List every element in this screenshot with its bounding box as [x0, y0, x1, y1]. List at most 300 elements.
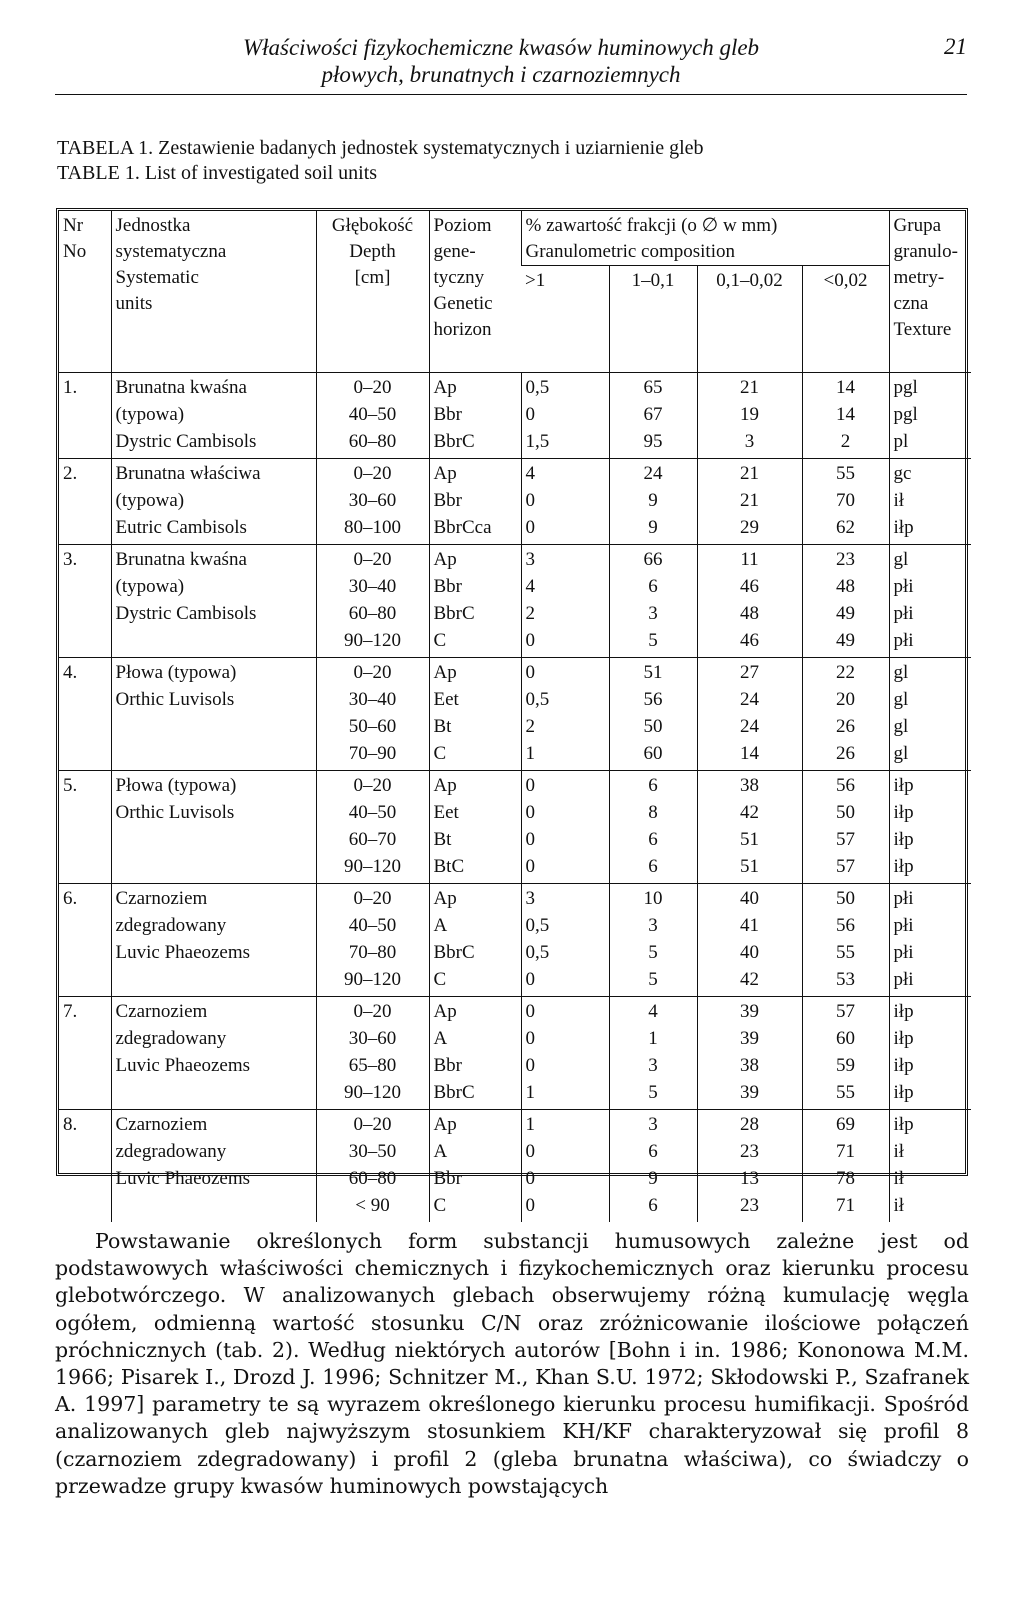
cell-text: 3	[648, 1055, 658, 1076]
cell-text: 50–60	[348, 716, 397, 737]
cell-fraction-gt1	[521, 884, 609, 997]
cell-fraction-lt0-02	[802, 545, 889, 658]
cell-depth	[316, 997, 429, 1110]
cell-text: ił	[893, 490, 905, 511]
cell-text: C	[433, 630, 447, 651]
cell-text: 71	[836, 1141, 856, 1162]
cell-text: 30–60	[348, 1028, 397, 1049]
cell-text: 42	[740, 802, 759, 823]
cell-horizon	[429, 884, 521, 997]
cell-text: 20	[836, 689, 856, 710]
cell-text: 8	[648, 802, 658, 823]
cell-text: 48	[740, 603, 759, 624]
cell-text: 14	[836, 404, 856, 425]
cell-text: pgl	[893, 404, 918, 425]
table-header	[59, 211, 971, 373]
header-horizon	[429, 211, 521, 373]
cell-depth	[316, 1110, 429, 1223]
cell-text: 3	[648, 603, 658, 624]
cell-fraction-gt1	[521, 1110, 609, 1223]
cell-text: Bbr	[433, 1168, 462, 1189]
cell-text: 2	[525, 716, 535, 737]
cell-text: iłp	[893, 517, 914, 538]
cell-nr	[59, 373, 111, 459]
cell-text: 62	[836, 517, 856, 538]
cell-depth	[316, 771, 429, 884]
cell-text: 40	[740, 942, 759, 963]
cell-text: 1	[525, 1082, 535, 1103]
cell-text: 7.	[63, 1001, 78, 1022]
cell-texture	[889, 545, 971, 658]
cell-text: (typowa)	[115, 490, 185, 511]
table-row	[59, 545, 971, 658]
soil-units-table	[59, 211, 971, 1222]
cell-text: 24	[740, 689, 759, 710]
cell-text: 41	[740, 915, 759, 936]
cell-text: 56	[643, 689, 663, 710]
cell-text: 0	[525, 1001, 535, 1022]
cell-texture	[889, 884, 971, 997]
cell-text: 4.	[63, 662, 78, 683]
header-depth-line: Głębokość	[331, 215, 414, 236]
cell-text: 0,5	[525, 689, 550, 710]
cell-text: 70–80	[348, 942, 397, 963]
cell-text: płi	[893, 915, 914, 936]
cell-text: 5	[648, 630, 658, 651]
cell-text: Dystric Cambisols	[115, 603, 257, 624]
cell-text: Dystric Cambisols	[115, 431, 257, 452]
cell-text: 6	[648, 856, 658, 877]
cell-text: płi	[893, 888, 914, 909]
cell-text: 19	[740, 404, 759, 425]
cell-fraction-0-1-0-02	[697, 373, 802, 459]
cell-text: 3	[648, 915, 658, 936]
cell-text: 2.	[63, 463, 78, 484]
cell-text: Ap	[433, 662, 457, 683]
cell-horizon	[429, 771, 521, 884]
cell-text: 40–50	[348, 404, 397, 425]
cell-text: 26	[836, 743, 856, 764]
cell-fraction-0-1-0-02	[697, 658, 802, 771]
table-row	[59, 459, 971, 545]
cell-text: (typowa)	[115, 576, 185, 597]
cell-text: 0	[525, 829, 535, 850]
cell-text: 0	[525, 404, 535, 425]
cell-nr	[59, 658, 111, 771]
cell-text: 4	[525, 463, 535, 484]
soil-units-table-frame	[56, 208, 968, 1216]
cell-text: 0	[525, 1028, 535, 1049]
cell-depth	[316, 459, 429, 545]
cell-unit	[111, 771, 316, 884]
cell-text: iłp	[893, 1001, 914, 1022]
running-title	[55, 34, 967, 88]
cell-text: Ap	[433, 463, 457, 484]
cell-text: 39	[740, 1082, 759, 1103]
table-captions	[57, 136, 704, 186]
cell-text: płi	[893, 630, 914, 651]
cell-text: 9	[648, 517, 658, 538]
table-row	[59, 1110, 971, 1223]
cell-fraction-lt0-02	[802, 658, 889, 771]
cell-text: 30–40	[348, 576, 397, 597]
cell-text: iłp	[893, 802, 914, 823]
cell-text: 30–60	[348, 490, 397, 511]
cell-text: 14	[740, 743, 759, 764]
header-texture-line: metry-	[893, 267, 945, 288]
cell-text: Czarnoziem	[115, 1114, 208, 1135]
cell-text: 4	[525, 576, 535, 597]
header-unit-line: Systematic	[115, 267, 199, 288]
cell-text: < 90	[355, 1195, 390, 1216]
cell-text: Bt	[433, 716, 452, 737]
header-unit	[111, 211, 316, 373]
cell-depth	[316, 884, 429, 997]
cell-text: 56	[836, 915, 856, 936]
cell-text: 24	[643, 463, 663, 484]
cell-text: 0–20	[353, 662, 392, 683]
cell-texture	[889, 1110, 971, 1223]
cell-text: 0	[525, 1055, 535, 1076]
cell-text: ił	[893, 1168, 905, 1189]
header-nr-line: Nr	[63, 215, 84, 236]
cell-text: 0–20	[353, 888, 392, 909]
header-depth-line: Depth	[349, 241, 396, 262]
cell-unit	[111, 997, 316, 1110]
cell-text: 59	[836, 1055, 856, 1076]
cell-fraction-gt1	[521, 545, 609, 658]
cell-text: Bbr	[433, 490, 462, 511]
cell-texture	[889, 373, 971, 459]
body-paragraph-block	[55, 1228, 969, 1500]
cell-text: 1,5	[525, 431, 550, 452]
cell-text: BbrC	[433, 1082, 475, 1103]
table-row	[59, 997, 971, 1110]
cell-text: 71	[836, 1195, 856, 1216]
header-horizon-line: Genetic	[433, 293, 493, 314]
cell-text: 9	[648, 1168, 658, 1189]
cell-text: 60–80	[348, 603, 397, 624]
cell-text: płi	[893, 576, 914, 597]
cell-fraction-1-0-1	[609, 373, 697, 459]
cell-text: 30–40	[348, 689, 397, 710]
cell-fraction-lt0-02	[802, 459, 889, 545]
cell-text: 60–80	[348, 431, 397, 452]
cell-text: zdegradowany	[115, 1028, 227, 1049]
cell-text: Luvic Phaeozems	[115, 1168, 251, 1189]
cell-text: 13	[740, 1168, 759, 1189]
cell-text: 21	[740, 463, 759, 484]
cell-fraction-gt1	[521, 658, 609, 771]
table-caption-english: TABLE 1. List of investigated soil units	[57, 162, 378, 184]
cell-text: 1	[525, 743, 535, 764]
cell-text: C	[433, 743, 447, 764]
cell-text: 49	[836, 630, 856, 651]
cell-text: Bbr	[433, 404, 462, 425]
cell-unit	[111, 658, 316, 771]
cell-text: 70	[836, 490, 856, 511]
cell-text: A	[433, 1141, 448, 1162]
cell-text: 0–20	[353, 1001, 392, 1022]
cell-fraction-1-0-1	[609, 771, 697, 884]
header-depth-line: [cm]	[354, 267, 391, 288]
cell-text: 0	[525, 802, 535, 823]
cell-nr	[59, 771, 111, 884]
cell-text: 60	[836, 1028, 856, 1049]
cell-text: gl	[893, 689, 909, 710]
cell-text: 27	[740, 662, 759, 683]
cell-text: 2	[840, 431, 851, 452]
cell-text: 6	[648, 829, 658, 850]
cell-text: 39	[740, 1001, 759, 1022]
cell-fraction-gt1	[521, 459, 609, 545]
cell-text: 1	[648, 1028, 658, 1049]
cell-text: 70–90	[348, 743, 397, 764]
cell-fraction-gt1	[521, 997, 609, 1110]
cell-text: Ap	[433, 1114, 457, 1135]
cell-text: Czarnoziem	[115, 888, 208, 909]
cell-text: 0–20	[353, 1114, 392, 1135]
cell-texture	[889, 459, 971, 545]
cell-texture	[889, 771, 971, 884]
header-horizon-line: Poziom	[433, 215, 492, 236]
cell-unit	[111, 459, 316, 545]
cell-text: 95	[643, 431, 663, 452]
cell-nr	[59, 1110, 111, 1223]
cell-text: BbrC	[433, 603, 475, 624]
cell-text: Brunatna kwaśna	[115, 549, 247, 570]
header-depth	[316, 211, 429, 373]
cell-text: iłp	[893, 1114, 914, 1135]
cell-unit	[111, 884, 316, 997]
cell-text: 22	[836, 662, 856, 683]
header-texture-line: granulo-	[893, 241, 958, 262]
cell-text: 23	[740, 1141, 759, 1162]
cell-text: Czarnoziem	[115, 1001, 208, 1022]
cell-text: 55	[836, 1082, 856, 1103]
cell-text: 90–120	[344, 1082, 401, 1103]
cell-text: Bt	[433, 829, 452, 850]
cell-text: 29	[740, 517, 759, 538]
cell-text: 3.	[63, 549, 78, 570]
cell-horizon	[429, 545, 521, 658]
cell-text: iłp	[893, 829, 914, 850]
cell-text: Luvic Phaeozems	[115, 942, 251, 963]
cell-text: 3	[744, 431, 755, 452]
cell-text: 5	[648, 969, 658, 990]
cell-texture	[889, 658, 971, 771]
cell-text: Brunatna właściwa	[115, 463, 261, 484]
cell-text: Płowa (typowa)	[115, 662, 237, 683]
cell-text: 6	[648, 576, 658, 597]
cell-text: iłp	[893, 856, 914, 877]
cell-text: 21	[740, 490, 759, 511]
cell-text: 50	[643, 716, 663, 737]
cell-texture	[889, 997, 971, 1110]
cell-horizon	[429, 997, 521, 1110]
cell-text: 65–80	[348, 1055, 397, 1076]
cell-text: 10	[643, 888, 663, 909]
header-nr	[59, 211, 111, 373]
cell-fraction-1-0-1	[609, 658, 697, 771]
cell-text: 50	[836, 888, 856, 909]
cell-text: płi	[893, 603, 914, 624]
cell-text: Bbr	[433, 1055, 462, 1076]
cell-text: 0,5	[525, 915, 550, 936]
cell-fraction-gt1	[521, 373, 609, 459]
cell-text: 5	[648, 1082, 658, 1103]
cell-text: ił	[893, 1195, 905, 1216]
cell-text: 24	[740, 716, 759, 737]
cell-text: 1.	[63, 377, 78, 398]
cell-text: płi	[893, 942, 914, 963]
cell-text: zdegradowany	[115, 915, 227, 936]
cell-text: C	[433, 1195, 447, 1216]
header-fraction-1-0-1: 1–0,1	[609, 266, 697, 373]
cell-text: 5	[648, 942, 658, 963]
cell-text: 6.	[63, 888, 78, 909]
cell-text: iłp	[893, 1028, 914, 1049]
cell-text: 60–70	[348, 829, 397, 850]
cell-text: 51	[643, 662, 663, 683]
cell-text: gl	[893, 662, 909, 683]
header-fractions	[521, 211, 889, 266]
cell-text: 42	[740, 969, 759, 990]
cell-text: 8.	[63, 1114, 78, 1135]
table-caption-polish: TABELA 1. Zestawienie badanych jednostek systematycznych i uziarnienie gleb	[57, 137, 704, 159]
cell-text: 38	[740, 775, 759, 796]
cell-text: płi	[893, 969, 914, 990]
cell-text: iłp	[893, 775, 914, 796]
cell-nr	[59, 545, 111, 658]
cell-text: Bbr	[433, 576, 462, 597]
header-fractions-title-en: Granulometric composition	[525, 241, 735, 262]
header-texture-line: Grupa	[893, 215, 942, 236]
cell-text: 23	[740, 1195, 759, 1216]
cell-text: C	[433, 969, 447, 990]
cell-text: 0	[525, 1195, 535, 1216]
cell-text: 48	[836, 576, 856, 597]
cell-text: Ap	[433, 377, 457, 398]
cell-text: 90–120	[344, 856, 401, 877]
cell-fraction-0-1-0-02	[697, 771, 802, 884]
cell-text: 69	[836, 1114, 856, 1135]
cell-text: 60–80	[348, 1168, 397, 1189]
running-title-line2: płowych, brunatnych i czarnoziemnych	[321, 62, 681, 87]
cell-text: 60	[643, 743, 663, 764]
cell-text: 9	[648, 490, 658, 511]
cell-unit	[111, 373, 316, 459]
cell-text: 5.	[63, 775, 78, 796]
cell-depth	[316, 658, 429, 771]
cell-text: A	[433, 915, 448, 936]
cell-fraction-gt1	[521, 771, 609, 884]
cell-text: 40–50	[348, 802, 397, 823]
header-unit-line: units	[115, 293, 153, 314]
cell-text: Eet	[433, 689, 459, 710]
cell-nr	[59, 884, 111, 997]
cell-fraction-0-1-0-02	[697, 459, 802, 545]
cell-text: Orthic Luvisols	[115, 802, 235, 823]
cell-text: 55	[836, 942, 856, 963]
cell-text: 3	[525, 549, 535, 570]
cell-fraction-1-0-1	[609, 545, 697, 658]
cell-unit	[111, 545, 316, 658]
cell-text: 0,5	[525, 942, 550, 963]
cell-text: 0	[525, 517, 535, 538]
cell-text: 40	[740, 888, 759, 909]
table-row	[59, 884, 971, 997]
header-unit-line: Jednostka	[115, 215, 191, 236]
cell-text: Eutric Cambisols	[115, 517, 247, 538]
cell-text: 30–50	[348, 1141, 397, 1162]
header-fractions-title-pl: % zawartość frakcji (o ∅ w mm)	[525, 215, 778, 236]
cell-text: 51	[740, 829, 759, 850]
cell-text: Ap	[433, 888, 457, 909]
header-texture-line: Texture	[893, 319, 952, 340]
running-header	[55, 34, 967, 95]
cell-fraction-lt0-02	[802, 373, 889, 459]
cell-text: 0	[525, 1141, 535, 1162]
header-texture	[889, 211, 971, 373]
cell-text: 46	[740, 630, 759, 651]
cell-text: 0	[525, 775, 535, 796]
cell-text: 0	[525, 630, 535, 651]
cell-text: 67	[643, 404, 663, 425]
cell-fraction-lt0-02	[802, 771, 889, 884]
cell-horizon	[429, 373, 521, 459]
cell-text: Ap	[433, 1001, 457, 1022]
cell-text: Luvic Phaeozems	[115, 1055, 251, 1076]
cell-text: 46	[740, 576, 759, 597]
cell-text: zdegradowany	[115, 1141, 227, 1162]
cell-text: gl	[893, 743, 909, 764]
cell-text: Ap	[433, 775, 457, 796]
cell-text: 39	[740, 1028, 759, 1049]
cell-text: BbrCca	[433, 517, 492, 538]
cell-text: 0,5	[525, 377, 550, 398]
cell-text: 51	[740, 856, 759, 877]
table-row	[59, 771, 971, 884]
header-fraction-0-1-0-02: 0,1–0,02	[697, 266, 802, 373]
cell-fraction-1-0-1	[609, 884, 697, 997]
cell-text: (typowa)	[115, 404, 185, 425]
cell-text: 57	[836, 829, 856, 850]
cell-text: pl	[893, 431, 909, 452]
cell-text: 28	[740, 1114, 759, 1135]
cell-text: gl	[893, 549, 909, 570]
cell-text: 78	[836, 1168, 856, 1189]
cell-text: 0	[525, 1168, 535, 1189]
header-horizon-line: horizon	[433, 319, 492, 340]
cell-text: 50	[836, 802, 856, 823]
table-body	[59, 373, 971, 1223]
header-unit-line: systematyczna	[115, 241, 227, 262]
cell-fraction-0-1-0-02	[697, 545, 802, 658]
cell-text: 0–20	[353, 775, 392, 796]
header-horizon-line: tyczny	[433, 267, 485, 288]
cell-text: Eet	[433, 802, 459, 823]
cell-text: Płowa (typowa)	[115, 775, 237, 796]
cell-fraction-lt0-02	[802, 1110, 889, 1223]
cell-text: 0–20	[353, 549, 392, 570]
cell-text: 2	[525, 603, 535, 624]
cell-horizon	[429, 1110, 521, 1223]
cell-text: 11	[740, 549, 759, 570]
cell-text: 3	[648, 1114, 658, 1135]
cell-text: 0–20	[353, 463, 392, 484]
cell-text: iłp	[893, 1082, 914, 1103]
